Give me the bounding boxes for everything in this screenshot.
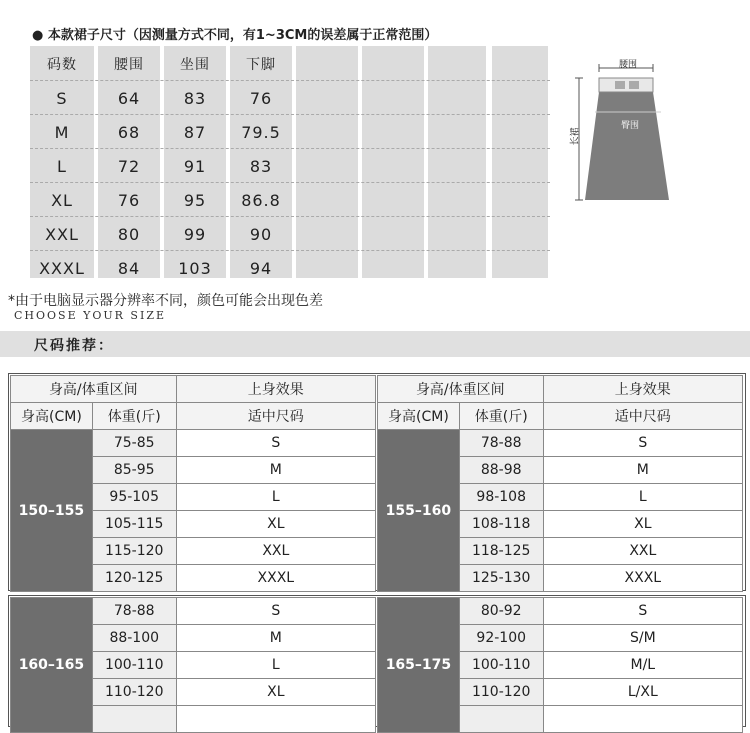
size-row: XXL 80 99 90 [45,225,273,244]
height-range: 160–165 [11,598,93,733]
diagram-length-label: 长裙 [570,127,581,146]
belt-loop [629,81,639,89]
waistband [599,78,653,92]
rec-table: 165–175 80-92 S 92-100 S/M 100-110 M/L 110-120 L/XL [377,597,743,733]
size-table [30,46,550,278]
skirt-shape [585,78,669,200]
header-size: 码数 [47,57,77,73]
rec-table: 身高/体重区间 上身效果 身高(CM) 体重(斤) 适中尺码 155–160 78-88 S 88-98 M 98-108 L 108-118 XL 118-125 XXL 125-130 XXXL [377,375,743,592]
rec-table: 160–165 78-88 S 88-100 M 100-110 L 110-120 XL [10,597,376,733]
belt-loop [615,81,625,89]
section-title: 尺码推荐： [34,338,114,354]
diagram-waist-label: 腰围 [619,60,638,70]
skirt-diagram [565,50,685,220]
bullet-icon: ● [32,28,44,43]
header-waist: 腰围 [114,57,144,73]
size-row: L 72 91 83 [57,157,273,176]
size-row: M 68 87 79.5 [54,123,281,142]
color-note: *由于电脑显示器分辨率不同，颜色可能会出现色差 [8,293,323,309]
diagram-hip-label: 臀围 [621,121,640,131]
size-row: S 64 83 76 [56,89,273,108]
size-table-title: ● 本款裙子尺寸（因测量方式不同，有1~3CM的误差属于正常范围） [32,28,438,43]
size-row: XL 76 95 86.8 [51,191,281,210]
header-hem: 下脚 [246,57,276,73]
size-header-row [30,48,550,82]
height-range: 155–160 [378,430,460,592]
header-hip: 坐围 [180,57,210,73]
choose-size-heading: CHOOSE YOUR SIZE [14,309,166,322]
height-range: 165–175 [378,598,460,733]
section-bar [0,331,750,357]
rec-table: 身高/体重区间 上身效果 身高(CM) 体重(斤) 适中尺码 150–155 75-85 S 85-95 M 95-105 L 105-115 XL 115-120 XXL 120-125 XXXL [10,375,376,592]
height-range: 150–155 [11,430,93,592]
partial-row [30,0,550,12]
size-row: XXXL 84 103 94 [39,259,273,278]
